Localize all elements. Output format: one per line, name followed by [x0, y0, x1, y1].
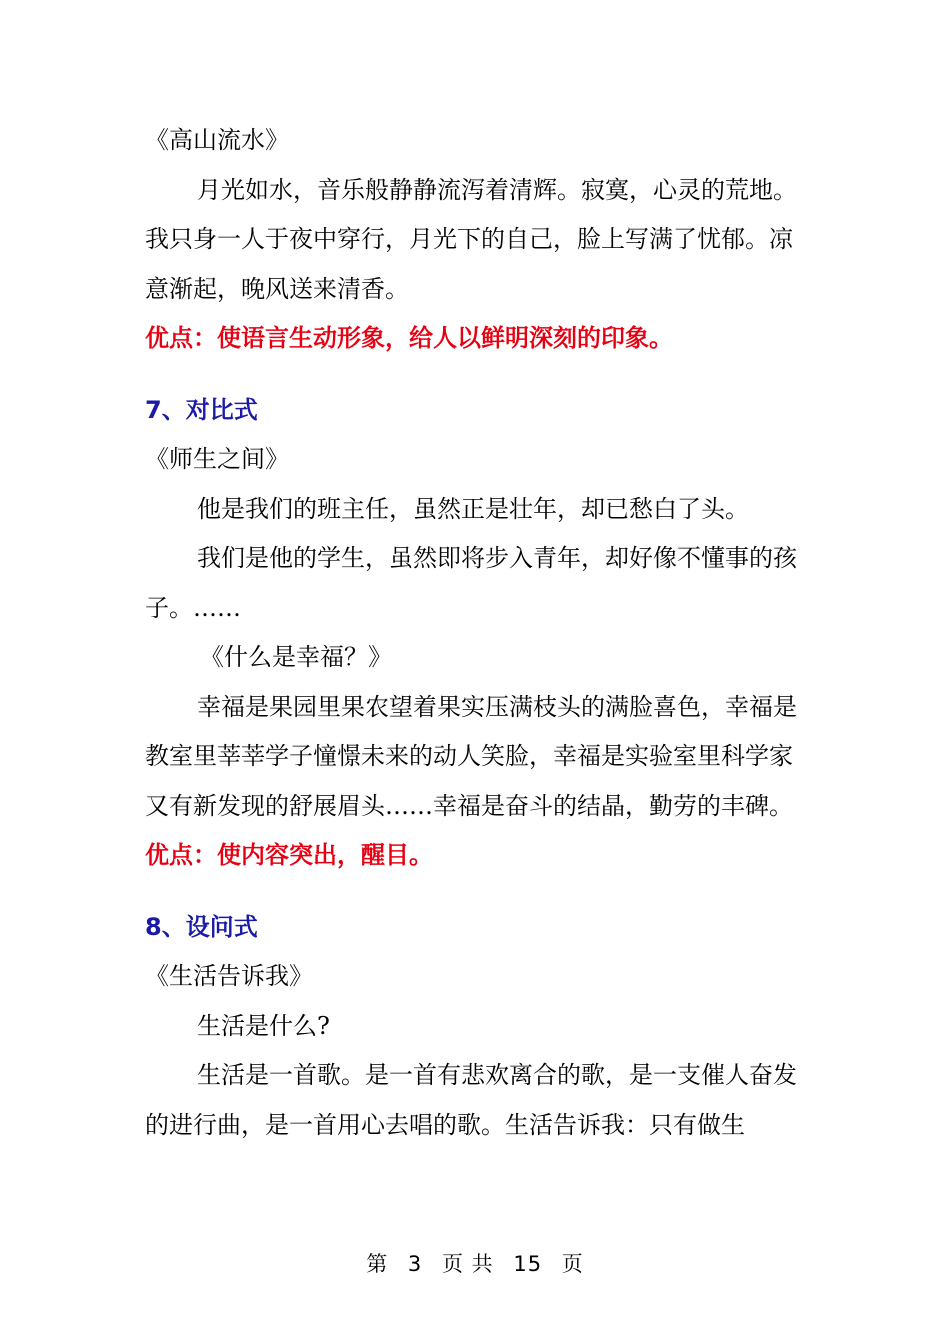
spacer [145, 881, 815, 903]
footer-total-pages: 15 [513, 1252, 543, 1276]
footer-middle: 页 共 [441, 1252, 494, 1276]
footer-current-page: 3 [407, 1252, 423, 1276]
paragraph-shisheng-1: 他是我们的班主任，虽然正是壮年，却已愁白了头。 [197, 494, 749, 523]
section-heading-7: 7、对比式 [145, 395, 258, 424]
essay-title-gaoshan: 《高山流水》 [145, 126, 289, 154]
advantage-note-7: 优点：使内容突出，醒目。 [145, 841, 433, 869]
page-content [145, 116, 815, 1150]
essay-title-shenghuo: 《生活告诉我》 [145, 962, 313, 990]
section-heading-8: 8、设问式 [145, 912, 258, 941]
footer-suffix: 页 [561, 1252, 584, 1276]
paragraph-gaoshan: 月光如水，音乐般静静流泻着清辉。寂寞，心灵的荒地。我只身一人于夜中穿行，月光下的自己，脸上写满了忧郁。凉意渐起，晚风送来清香。 [145, 175, 797, 303]
spacer [145, 364, 815, 386]
essay-title-xingfu: 《什么是幸福？》 [200, 643, 392, 671]
paragraph-shenghuo-1: 生活是什么? [197, 1011, 330, 1040]
paragraph-shisheng-2: 我们是他的学生，虽然即将步入青年，却好像不懂事的孩子。…… [145, 544, 797, 622]
paragraph-xingfu: 幸福是果园里果农望着果实压满枝头的满脸喜色，幸福是教室里莘莘学子憧憬未来的动人笑脸，幸福是实验室里科学家又有新发现的舒展眉头……幸福是奋斗的结晶，勤劳的丰碑。 [145, 692, 797, 820]
footer-prefix: 第 [366, 1252, 389, 1276]
essay-title-shisheng: 《师生之间》 [145, 445, 289, 473]
page-footer [0, 1248, 950, 1278]
advantage-note-a: 优点：使语言生动形象，给人以鲜明深刻的印象。 [145, 324, 673, 352]
paragraph-shenghuo-2: 生活是一首歌。是一首有悲欢离合的歌，是一支催人奋发的进行曲，是一首用心去唱的歌。生活告诉我：只有做生 [145, 1061, 797, 1139]
